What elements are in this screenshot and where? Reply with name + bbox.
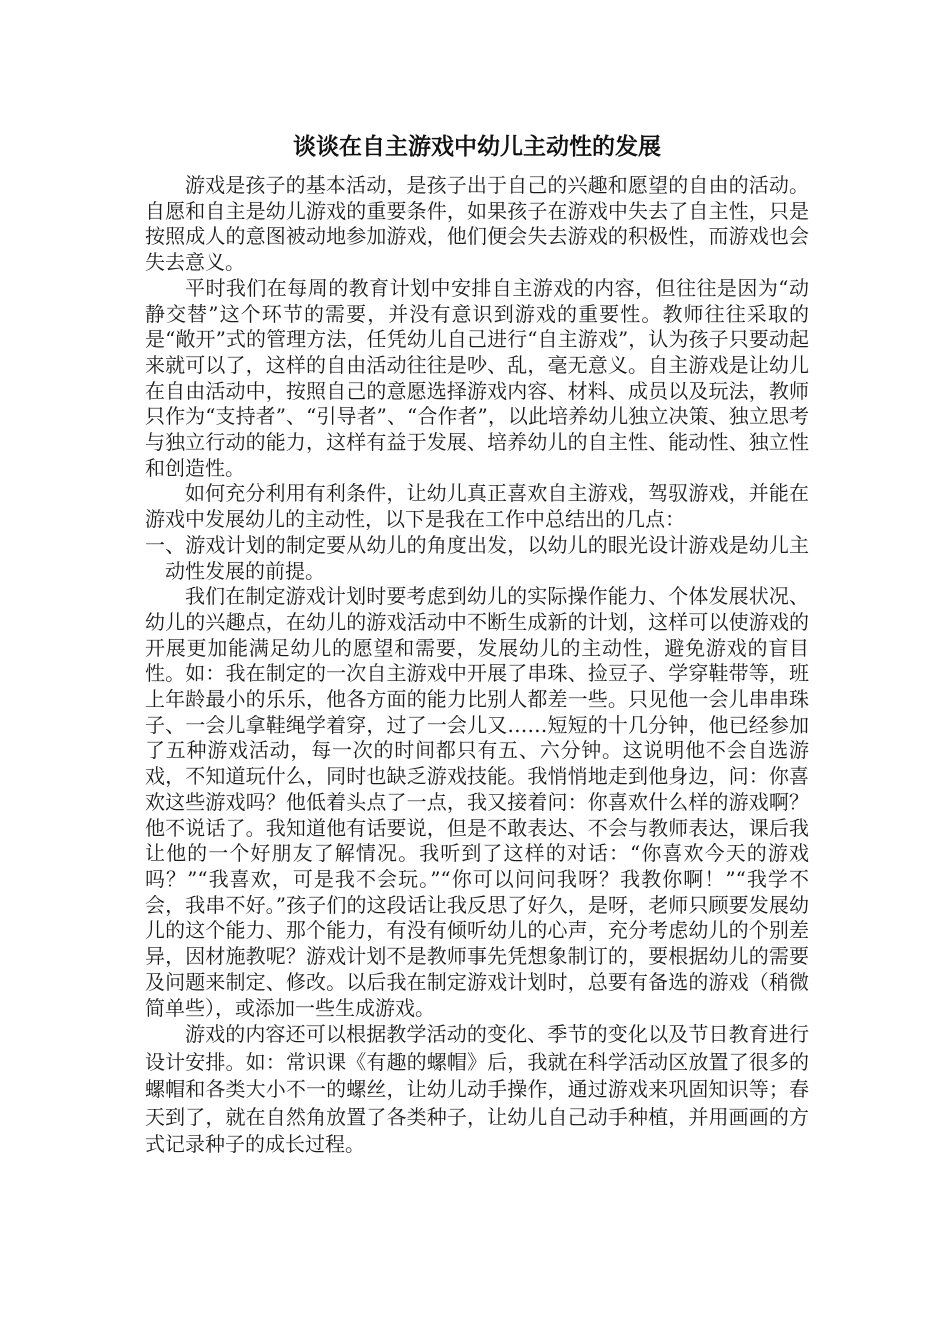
paragraph-current-practice: 平时我们在每周的教育计划中安排自主游戏的内容，但往往是因为“动静交替”这个环节的需要，并没有意识到游戏的重要性。教师往往采取的是“敞开”式的管理方法，任凭幼儿自己进行“自主游戏”，认为孩子只要动起来就可以了，这样的自由活动往往是吵、乱，毫无意义。自主游戏是让幼儿在自由活动中，按照自己的意愿选择游戏内容、材料、成员以及玩法，教师只作为“支持者”、“引导者”、“合作者”，以此培养幼儿独立决策、独立思考与独立行动的能力，这样有益于发展、培养幼儿的自主性、能动性、独立性和创造性。 [145, 275, 809, 480]
section-heading-one: 一、游戏计划的制定要从幼儿的角度出发，以幼儿的眼光设计游戏是幼儿主动性发展的前提。 [145, 532, 809, 583]
document-title: 谈谈在自主游戏中幼儿主动性的发展 [293, 134, 661, 160]
document-body [145, 173, 809, 1159]
paragraph-intro: 游戏是孩子的基本活动，是孩子出于自己的兴趣和愿望的自由的活动。自愿和自主是幼儿游戏的重要条件，如果孩子在游戏中失去了自主性，只是按照成人的意图被动地参加游戏，他们便会失去游戏的积极性，而游戏也会失去意义。 [145, 173, 809, 275]
paragraph-content-design: 游戏的内容还可以根据教学活动的变化、季节的变化以及节日教育进行设计安排。如：常识课《有趣的螺帽》后，我就在科学活动区放置了很多的螺帽和各类大小不一的螺丝，让幼儿动手操作，通过游戏来巩固知识等；春天到了，就在自然角放置了各类种子，让幼儿自己动手种植，并用画画的方式记录种子的成长过程。 [145, 1022, 809, 1157]
paragraph-example-lele: 我们在制定游戏计划时要考虑到幼儿的实际操作能力、个体发展状况、幼儿的兴趣点，在幼儿的游戏活动中不断生成新的计划，这样可以使游戏的开展更加能满足幼儿的愿望和需要，发展幼儿的主动性，避免游戏的盲目性。如：我在制定的一次自主游戏中开展了串珠、捡豆子、学穿鞋带等，班上年龄最小的乐乐，他各方面的能力比别人都差一些。只见他一会儿串串珠子、一会儿拿鞋绳学着穿，过了一会儿又……短短的十几分钟，他已经参加了五种游戏活动，每一次的时间都只有五、六分钟。这说明他不会自选游戏，不知道玩什么，同时也缺乏游戏技能。我悄悄地走到他身边，问：你喜欢这些游戏吗？他低着头点了一点，我又接着问：你喜欢什么样的游戏啊？他不说话了。我知道他有话要说，但是不敢表达、不会与教师表达，课后我让他的一个好朋友了解情况。我听到了这样的对话：“你喜欢今天的游戏吗？”“我喜欢，可是我不会玩。”“你可以问问我呀？我教你啊！”“我学不会，我串不好。”孩子们的这段话让我反思了好久，是呀，老师只顾要发展幼儿的这个能力、那个能力，有没有倾听幼儿的心声，充分考虑幼儿的个别差异，因材施教呢？游戏计划不是教师事先凭想象制订的，要根据幼儿的需要及问题来制定、修改。以后我在制定游戏计划时，总要有备选的游戏（稍微简单些），或添加一些生成游戏。 [145, 584, 809, 1020]
paragraph-how-to: 如何充分利用有利条件，让幼儿真正喜欢自主游戏，驾驭游戏，并能在游戏中发展幼儿的主动性，以下是我在工作中总结出的几点： [145, 481, 809, 532]
